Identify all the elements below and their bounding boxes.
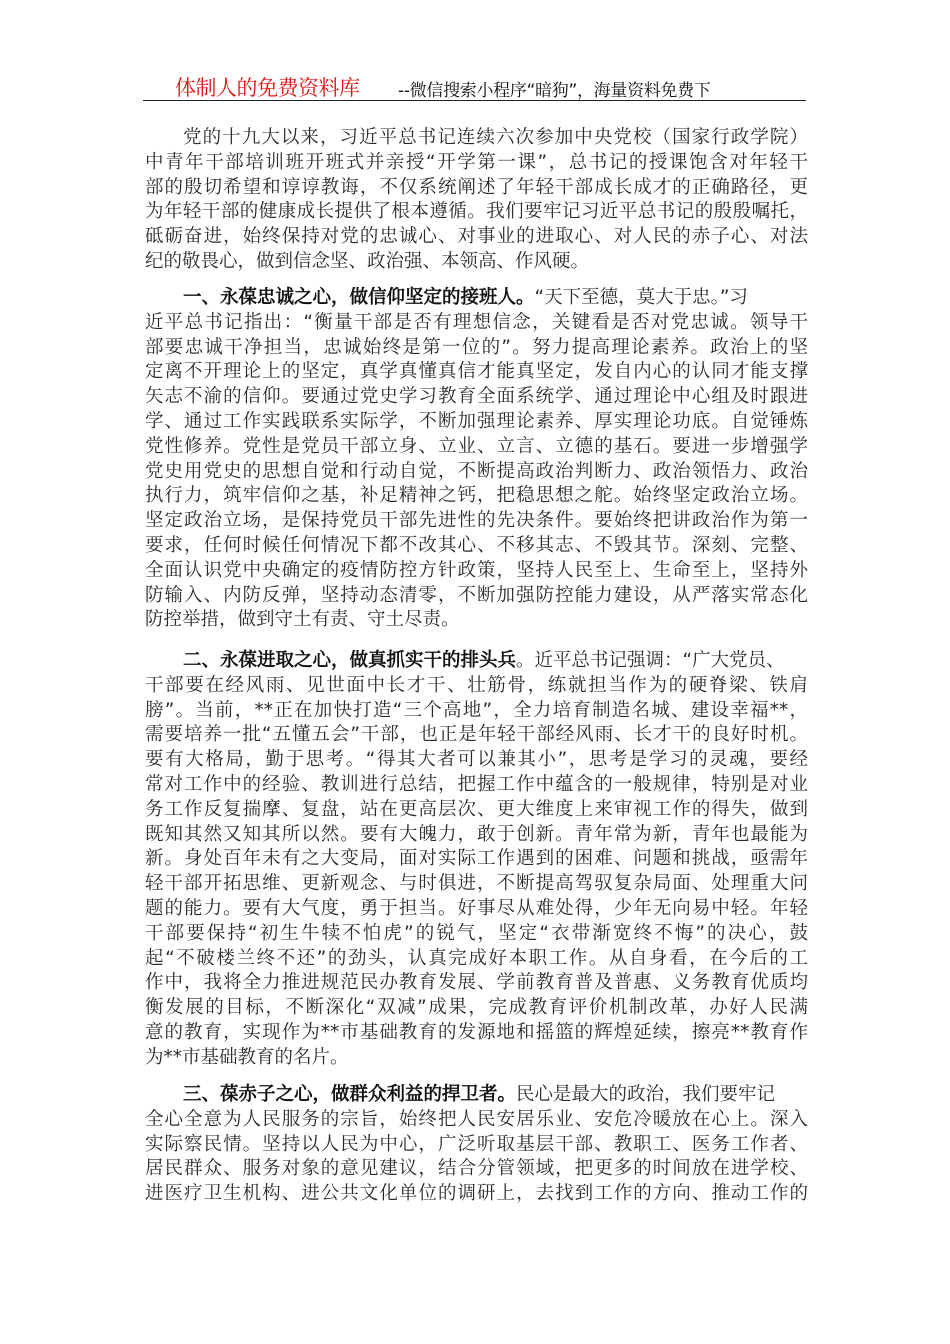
text-line (145, 250, 808, 275)
line-text: 题的能力。要有大气度，勇于担当。好事尽从难处得，少年无向易中轻。年轻 (145, 897, 808, 919)
paragraph-section-3 (145, 1083, 808, 1207)
text-line (145, 311, 808, 336)
text-line (145, 608, 808, 633)
line-text: 常对工作中的经验、教训进行总结，把握工作中蕴含的一般规律，特别是对业 (145, 773, 808, 795)
line-text: 务工作反复揣摩、复盘，站在更高层次、更大维度上来审视工作的得失，做到 (145, 798, 808, 820)
paragraph-section-1 (145, 286, 808, 633)
line-text: 进医疗卫生机构、进公共文化单位的调研上，去找到工作的方向、推动工作的 (145, 1183, 808, 1205)
line-text: 意的教育，实现作为**市基础教育的发源地和摇篮的辉煌延续，擦亮**教育作 (145, 1021, 808, 1043)
text-line (145, 336, 808, 361)
line-text: 干部要保持“初生牛犊不怕虎”的锐气，坚定“衣带渐宽终不悔”的决心，鼓 (145, 922, 808, 944)
text-line (145, 748, 808, 773)
paragraph-section-2 (145, 649, 808, 1071)
line-text: 膀”。当前，**正在加快打造“三个高地”，全力培育制造名城、建设幸福**， (145, 699, 808, 721)
paragraph-intro (145, 126, 808, 275)
line-text: 近平总书记指出：“衡量干部是否有理想信念，关键看是否对党忠诚。领导干 (145, 311, 808, 333)
text-line (145, 484, 808, 509)
section-heading: 三、葆赤子之心，做群众利益的捍卫者。 (183, 1084, 517, 1105)
text-line (145, 559, 808, 584)
text-line (145, 1182, 808, 1207)
line-text: 部的殷切希望和谆谆教诲，不仅系统阐述了年轻干部成长成才的正确路径，更 (145, 176, 808, 198)
line-text: “天下至德，莫大于忠。”习 (534, 287, 748, 308)
text-line (145, 509, 808, 534)
text-line (145, 674, 808, 699)
line-text: 矢志不渝的信仰。要通过党史学习教育全面系统学、通过理论中心组及时跟进 (145, 386, 808, 408)
line-text: 党性修养。党性是党员干部立身、立业、立言、立德的基石。要进一步增强学 (145, 435, 808, 457)
line-text: 全心全意为人民服务的宗旨，始终把人民安居乐业、安危冷暖放在心上。深入 (145, 1108, 808, 1130)
line-text: 需要培养一批“五懂五会”干部，也正是年轻干部经风雨、长才干的良好时机。 (145, 724, 808, 746)
line-text: 既知其然又知其所以然。要有大魄力，敢于创新。青年常为新，青年也最能为 (145, 823, 808, 845)
text-line (145, 534, 808, 559)
line-text: 为年轻干部的健康成长提供了根本遵循。我们要牢记习近平总书记的殷殷嘱托， (145, 201, 808, 223)
text-line (145, 872, 808, 897)
line-text: 衡发展的目标，不断深化“双减”成果，完成教育评价机制改革，办好人民满 (145, 997, 808, 1019)
line-text: 干部要在经风雨、见世面中长才干、壮筋骨，练就担当作为的硬脊梁、铁肩 (145, 674, 808, 696)
text-line (145, 126, 808, 151)
line-text: 新。身处百年未有之大变局，面对实际工作遇到的困难、问题和挑战，亟需年 (145, 848, 808, 870)
text-line (145, 798, 808, 823)
text-line (145, 971, 808, 996)
line-text: 坚定政治立场，是保持党员干部先进性的先决条件。要始终把讲政治作为第一 (145, 510, 808, 532)
line-text: 轻干部开拓思维、更新观念、与时俱进，不断提高驾驭复杂局面、处理重大问 (145, 873, 808, 895)
line-text: 纪的敬畏心，做到信念坚、政治强、本领高、作风硬。 (145, 250, 590, 272)
text-line (145, 584, 808, 609)
text-line (145, 176, 808, 201)
line-text: 中青年干部培训班开班式并亲授“开学第一课”，总书记的授课饱含对年轻干 (145, 151, 808, 173)
text-line (145, 1133, 808, 1158)
text-line (145, 151, 808, 176)
text-line (145, 723, 808, 748)
line-text: 要有大格局，勤于思考。“得其大者可以兼其小”，思考是学习的灵魂，要经 (145, 749, 808, 771)
line-text: 要求，任何时候任何情况下都不改其心、不移其志、不毁其节。深刻、完整、 (145, 534, 808, 556)
text-line (145, 847, 808, 872)
header-brand: 体制人的免费资料库 (175, 76, 360, 100)
text-line (145, 1157, 808, 1182)
text-line (145, 460, 808, 485)
text-line (145, 897, 808, 922)
text-line (145, 1021, 808, 1046)
text-line (145, 996, 808, 1021)
text-line (145, 360, 808, 385)
line-text: 部要忠诚干净担当，忠诚始终是第一位的”。努力提高理论素养。政治上的坚 (145, 336, 808, 358)
text-line (145, 699, 808, 724)
line-text: 。近平总书记强调：“广大党员、 (516, 650, 785, 671)
line-text: 为**市基础教育的名片。 (145, 1046, 349, 1068)
line-text: 全面认识党中央确定的疫情防控方针政策，坚持人民至上、生命至上，坚持外 (145, 559, 808, 581)
line-text: 定离不开理论上的坚定，真学真懂真信才能真坚定，发自内心的认同才能支撑 (145, 361, 808, 383)
line-text: 居民群众、服务对象的意见建议，结合分管领域，把更多的时间放在进学校、 (145, 1158, 808, 1180)
line-text: 学、通过工作实践联系实际学，不断加强理论素养、厚实理论功底。自觉锤炼 (145, 410, 808, 432)
text-line (145, 225, 808, 250)
text-line (145, 947, 808, 972)
line-text: 起“不破楼兰终不还”的劲头，认真完成好本职工作。从自身看，在今后的工 (145, 947, 808, 969)
line-text: 实际察民情。坚持以人民为中心，广泛听取基层干部、教职工、医务工作者、 (145, 1133, 808, 1155)
text-line (145, 1083, 808, 1108)
line-text: 防输入、内防反弹，坚持动态清零，不断加强防控能力建设，从严落实常态化 (145, 584, 808, 606)
line-text: 党史用党史的思想自觉和行动自觉，不断提高政治判断力、政治领悟力、政治 (145, 460, 808, 482)
section-heading: 一、永葆忠诚之心，做信仰坚定的接班人。 (183, 287, 535, 308)
text-line (145, 773, 808, 798)
page-header (143, 70, 806, 101)
line-text: 防控举措，做到守土有责、守土尽责。 (145, 609, 460, 631)
text-line (145, 435, 808, 460)
section-heading: 二、永葆进取之心，做真抓实干的排头兵 (183, 650, 517, 671)
text-line (145, 286, 808, 311)
text-line (145, 410, 808, 435)
text-line (145, 649, 808, 674)
line-text: 党的十九大以来，习近平总书记连续六次参加中央党校（国家行政学院） (183, 127, 808, 148)
line-text: 作中，我将全力推进规范民办教育发展、学前教育普及普惠、义务教育优质均 (145, 972, 808, 994)
line-text: 执行力，筑牢信仰之基，补足精神之钙，把稳思想之舵。始终坚定政治立场。 (145, 485, 808, 507)
text-line (145, 1046, 808, 1071)
text-line (145, 922, 808, 947)
text-line (145, 200, 808, 225)
text-line (145, 385, 808, 410)
line-text: 砥砺奋进，始终保持对党的忠诚心、对事业的进取心、对人民的赤子心、对法 (145, 226, 808, 248)
text-line (145, 1108, 808, 1133)
text-line (145, 823, 808, 848)
header-tagline: --微信搜索小程序“暗狗”，海量资料免费下 (398, 81, 711, 101)
line-text: 民心是最大的政治，我们要牢记 (516, 1084, 776, 1105)
